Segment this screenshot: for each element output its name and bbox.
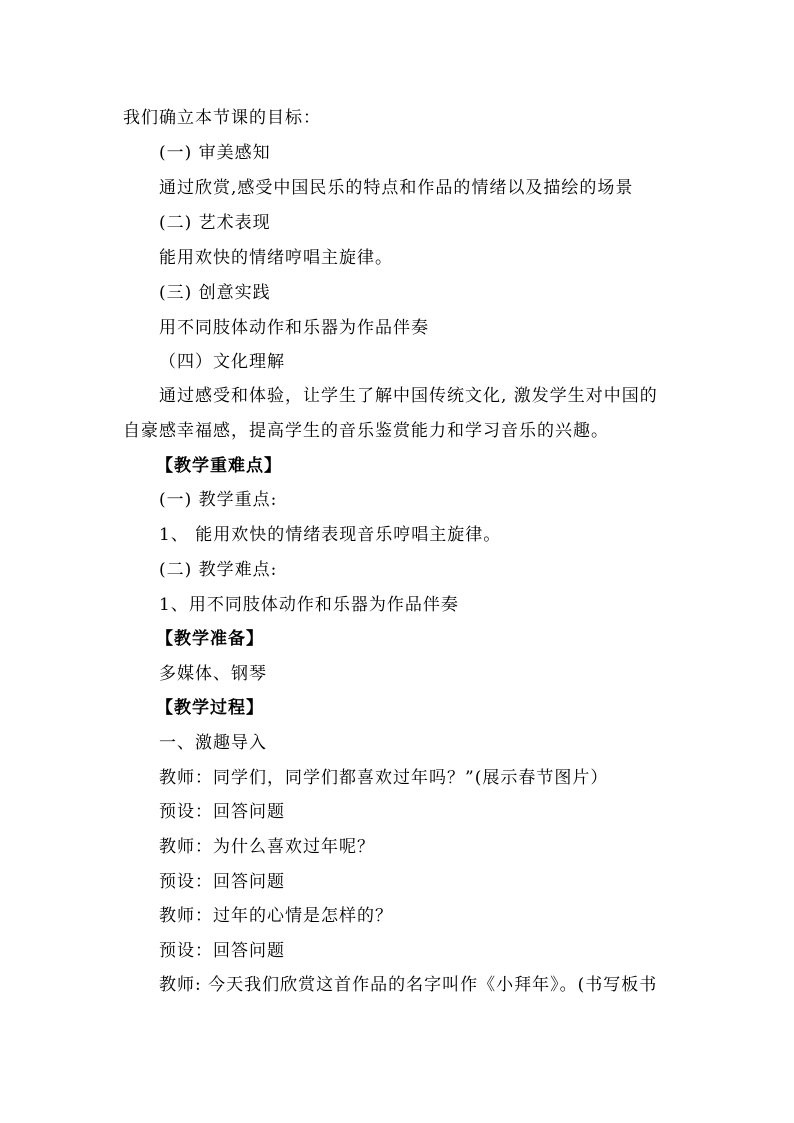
goal-text-4a: 通过感受和体验，让学生了解中国传统文化, 激发学生对中国的: [159, 386, 658, 406]
difficulty-heading: (二) 教学难点:: [159, 560, 278, 580]
goal-heading-2: (二) 艺术表现: [159, 213, 271, 233]
teacher-line-2: 教师：为什么喜欢过年呢？: [159, 837, 375, 857]
section-key-points: 【教学重难点】: [156, 456, 282, 476]
preparation-text: 多媒体、钢琴: [159, 664, 267, 684]
process-step-1: 一、激趣导入: [159, 733, 267, 753]
teacher-line-4: 教师: 今天我们欣赏这首作品的名字叫作《小拜年》。(书写板书: [159, 975, 658, 995]
section-preparation: 【教学准备】: [156, 629, 264, 649]
answer-line-2: 预设：回答问题: [159, 872, 285, 892]
teacher-line-3: 教师：过年的心情是怎样的？: [159, 906, 393, 926]
difficulty-text: 1、用不同肢体动作和乐器为作品伴奏: [159, 595, 459, 615]
teacher-line-1: 教师：同学们，同学们都喜欢过年吗？”(展示春节图片）: [159, 768, 609, 788]
section-process: 【教学过程】: [156, 698, 264, 718]
goal-intro: 我们确立本节课的目标：: [123, 108, 321, 128]
goal-text-4b: 自豪感幸福感，提高学生的音乐鉴赏能力和学习音乐的兴趣。: [123, 421, 609, 441]
goal-text-2: 能用欢快的情绪哼唱主旋律。: [159, 248, 393, 268]
answer-line-3: 预设：回答问题: [159, 941, 285, 961]
goal-heading-4: （四）文化理解: [159, 352, 285, 372]
goal-text-1: 通过欣赏,感受中国民乐的特点和作品的情绪以及描绘的场景: [159, 178, 634, 198]
key-point-text: 1、 能用欢快的情绪表现音乐哼唱主旋律。: [159, 525, 502, 545]
goal-text-3: 用不同肢体动作和乐器为作品伴奏: [159, 318, 429, 338]
key-point-heading: (一) 教学重点:: [159, 490, 278, 510]
goal-heading-3: (三) 创意实践: [159, 283, 271, 303]
answer-line-1: 预设：回答问题: [159, 802, 285, 822]
goal-heading-1: (一) 审美感知: [159, 143, 271, 163]
